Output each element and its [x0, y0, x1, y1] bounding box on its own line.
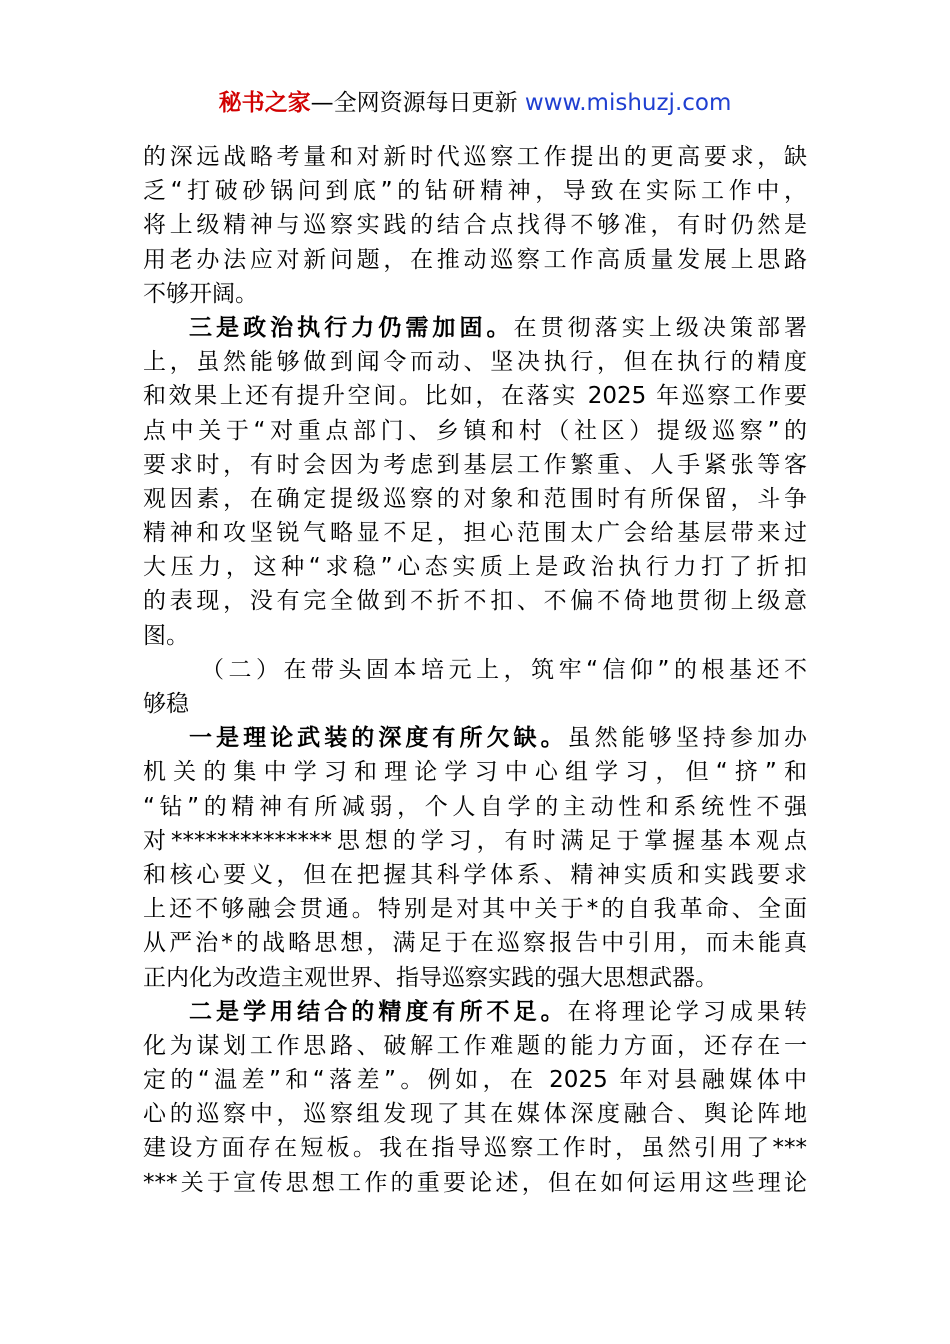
text-line: ***关于宣传思想工作的重要论述，但在如何运用这些理论	[143, 1169, 807, 1196]
text-line: 不够开阔。	[143, 280, 258, 307]
text-line: 三是政治执行力仍需加固。在贯彻落实上级决策部署	[189, 314, 808, 341]
section-heading: （二）在带头固本培元上，筑牢“信仰”的根基还不	[201, 656, 807, 683]
text-line: 二是学用结合的精度有所不足。在将理论学习成果转	[189, 998, 808, 1025]
site-tagline: —全网资源每日更新	[310, 90, 525, 116]
text-line: 大压力，这种“求稳”心态实质上是政治执行力打了折扣	[143, 554, 807, 581]
text-line: 观因素，在确定提级巡察的对象和范围时有所保留，斗争	[143, 485, 807, 512]
document-body	[143, 140, 807, 1200]
text-line: “钻”的精神有所减弱，个人自学的主动性和系统性不强	[143, 793, 807, 820]
text-line: 要求时，有时会因为考虑到基层工作繁重、人手紧张等客	[143, 451, 807, 478]
section-heading-cont: 够稳	[143, 691, 189, 717]
text-line: 心的巡察中，巡察组发现了其在媒体深度融合、舆论阵地	[143, 1101, 807, 1128]
text-line: 将上级精神与巡察实践的结合点找得不够准，有时仍然是	[143, 212, 807, 239]
text-line: 图。	[143, 622, 189, 649]
text-line: 用老办法应对新问题，在推动巡察工作高质量发展上思路	[143, 246, 807, 273]
site-brand: 秘书之家	[218, 90, 311, 116]
text-line: 上，虽然能够做到闻令而动、坚决执行，但在执行的精度	[143, 349, 807, 376]
text-line: 和核心要义，但在把握其科学体系、精神实质和实践要求	[143, 861, 807, 888]
point-heading: 二是学用结合的精度有所不足。	[189, 998, 568, 1025]
text-line: 从严治*的战略思想，满足于在巡察报告中引用，而未能真	[143, 930, 807, 957]
text-line: 对**************思想的学习，有时满足于掌握基本观点	[143, 827, 807, 854]
text-line: 建设方面存在短板。我在指导巡察工作时，虽然引用了***	[143, 1135, 807, 1162]
site-url-link[interactable]: www.mishuzj.com	[524, 90, 732, 116]
text-line: 乏“打破砂锅问到底”的钻研精神，导致在实际工作中，	[143, 178, 807, 205]
point-heading: 一是理论武装的深度有所欠缺。	[189, 725, 568, 752]
text-line: 点中关于“对重点部门、乡镇和村（社区）提级巡察”的	[143, 417, 807, 444]
text-line: 精神和攻坚锐气略显不足，担心范围太广会给基层带来过	[143, 520, 807, 547]
text-line: 上还不够融会贯通。特别是对其中关于*的自我革命、全面	[143, 896, 807, 923]
text-line: 定的“温差”和“落差”。例如，在 2025 年对县融媒体中	[143, 1067, 807, 1094]
text-line: 和效果上还有提升空间。比如，在落实 2025 年巡察工作要	[143, 383, 807, 410]
text-line: 机关的集中学习和理论学习中心组学习，但“挤”和	[143, 759, 807, 786]
site-header	[0, 86, 950, 120]
text-line: 正内化为改造主观世界、指导巡察实践的强大思想武器。	[143, 964, 718, 991]
point-heading: 三是政治执行力仍需加固。	[189, 314, 514, 341]
text-line: 一是理论武装的深度有所欠缺。虽然能够坚持参加办	[189, 725, 808, 752]
text-line: 的表现，没有完全做到不折不扣、不偏不倚地贯彻上级意	[143, 588, 807, 615]
text-line: 的深远战略考量和对新时代巡察工作提出的更高要求，缺	[143, 144, 807, 170]
text-line: 化为谋划工作思路、破解工作难题的能力方面，还存在一	[143, 1032, 807, 1059]
